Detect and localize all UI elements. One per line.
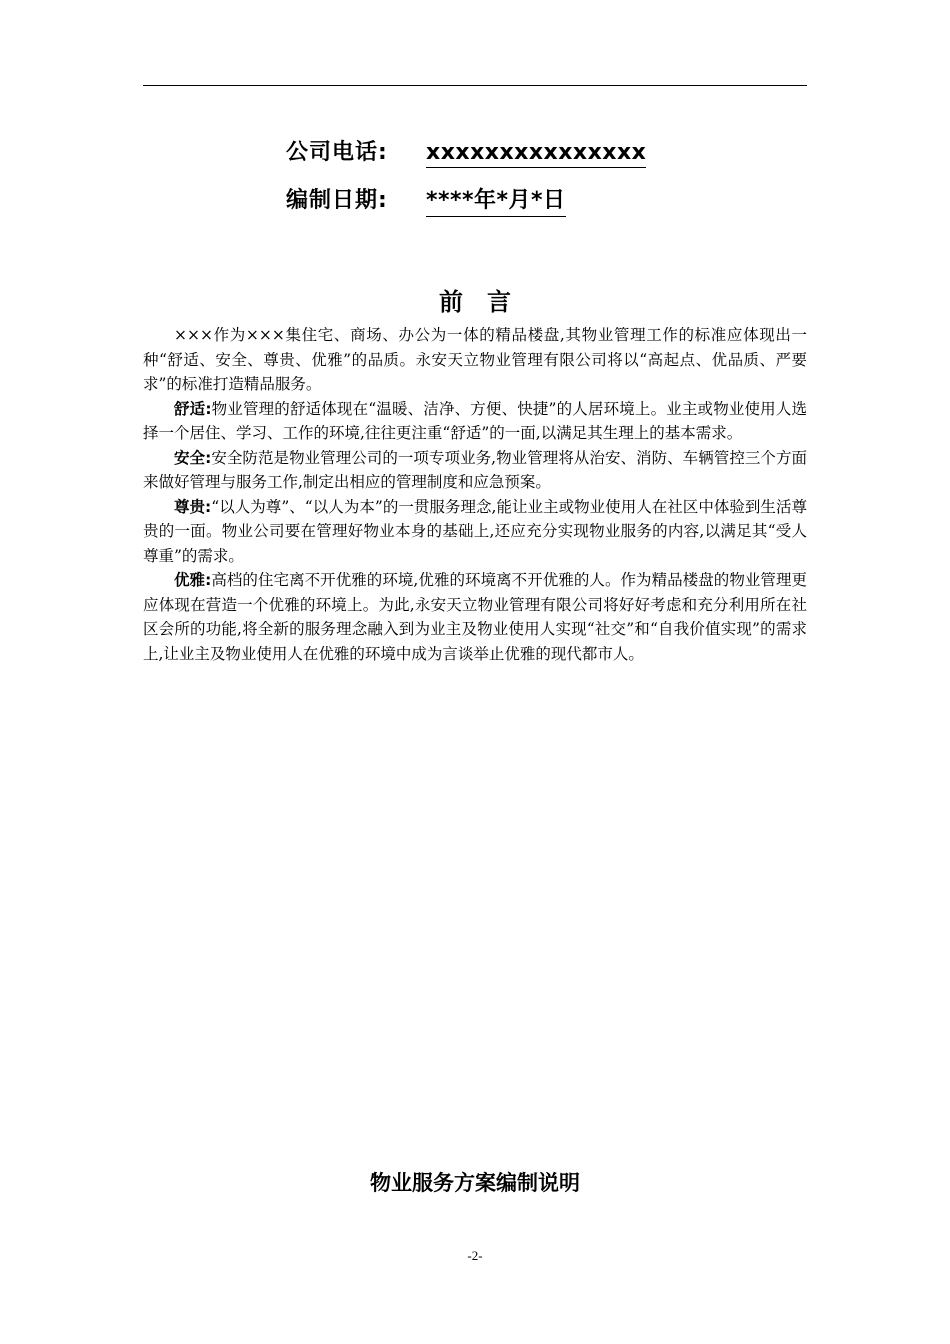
preface-item-term: 尊贵: (174, 497, 212, 516)
preface-item-text: 高档的住宅离不开优雅的环境,优雅的环境离不开优雅的人。作为精品楼盘的物业管理更应体现在营造一个优雅的环境上。为此,永安天立物业管理有限公司将好好考虑和充分利用所在社区会所的功能,将全新的服务理念融入到为业主及物业使用人实现“社交”和“自我价值实现”的需求上,让业主及物业使用人在优雅的环境中成为言谈举止优雅的现代都市人。 (143, 571, 807, 663)
preface-item-dignity (143, 495, 807, 569)
preface-item-comfort (143, 397, 807, 446)
preface-item-term: 优雅: (174, 571, 212, 589)
preface-item-text: 物业管理的舒适体现在“温暖、洁净、方便、快捷”的人居环境上。业主或物业使用人选择一个居住、学习、工作的环境,往往更注重“舒适”的一面,以满足其生理上的基本需求。 (143, 399, 807, 442)
company-phone-row (286, 135, 646, 168)
preface-item-term: 安全: (174, 448, 212, 467)
preface-item-term: 舒适: (174, 399, 212, 418)
preface-body (143, 323, 807, 666)
preface-intro-paragraph: ×××作为×××集住宅、商场、办公为一体的精品楼盘,其物业管理工作的标准应体现出一种“舒适、安全、尊贵、优雅”的品质。永安天立物业管理有限公司将以“高起点、优品质、严要求”的标准打造精品服务。 (143, 326, 807, 393)
page-number: -2- (467, 1248, 483, 1263)
compile-date-label: 编制日期: (286, 188, 388, 213)
company-phone-value: xxxxxxxxxxxxxxx (426, 140, 646, 168)
next-section-title: 物业服务方案编制说明 (370, 1171, 580, 1195)
preface-item-text: “以人为尊”、“以人为本”的一贯服务理念,能让业主或物业使用人在社区中体验到生活尊贵的一面。物业公司要在管理好物业本身的基础上,还应充分实现物业服务的内容,以满足其“受人尊重”的需求。 (143, 497, 807, 565)
preface-item-text: 安全防范是物业管理公司的一项专项业务,物业管理将从治安、消防、车辆管控三个方面来做好管理与服务工作,制定出相应的管理制度和应急预案。 (143, 448, 807, 491)
header-rule (143, 85, 807, 86)
company-phone-label: 公司电话: (286, 140, 388, 165)
compile-date-row (286, 183, 566, 217)
preface-item-elegance (143, 568, 807, 666)
preface-title: 前言 (439, 288, 535, 316)
compile-date-value: ****年*月*日 (426, 183, 566, 217)
preface-item-safety (143, 446, 807, 495)
